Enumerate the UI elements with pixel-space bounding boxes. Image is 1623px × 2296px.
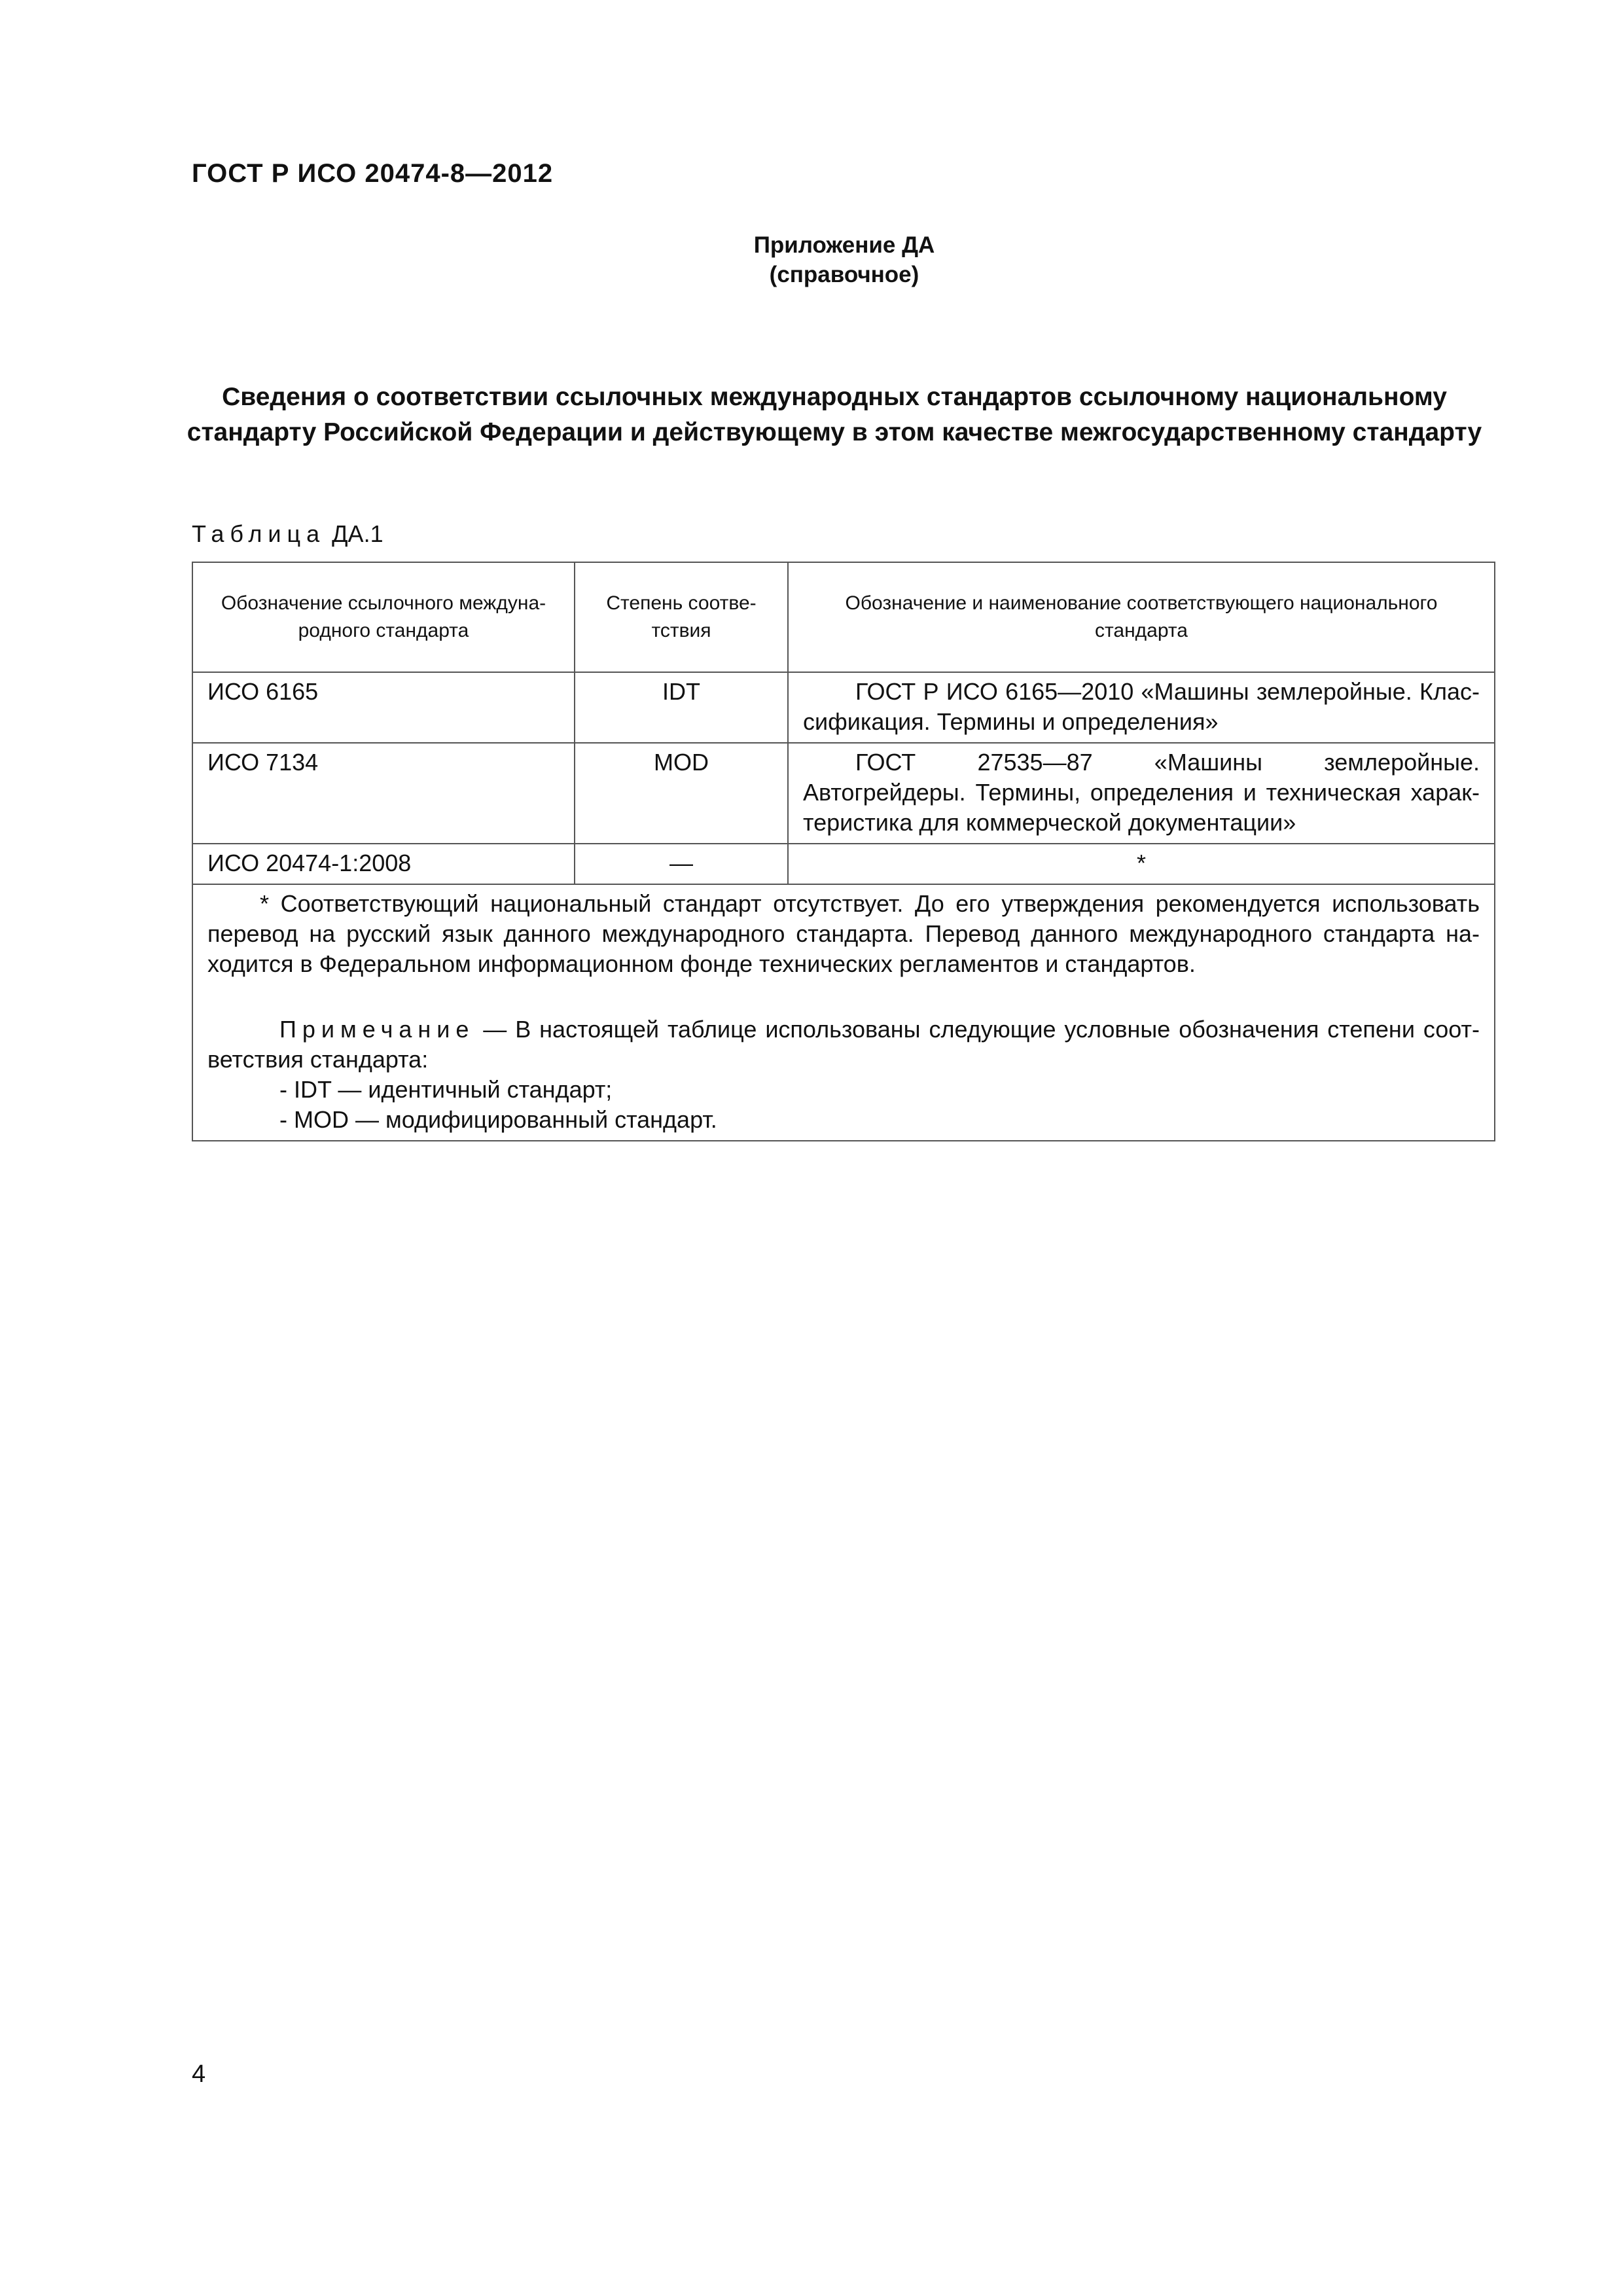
- cell-national: ГОСТ 27535—87 «Машины землеройные. Автогрейдеры. Термины, определения и техническая характеристика для коммерческой документации»: [788, 743, 1495, 844]
- cell-degree: IDT: [575, 672, 788, 743]
- cell-standard: ИСО 7134: [192, 743, 575, 844]
- table-caption: [192, 520, 383, 548]
- note-text: — В настоящей таблице использованы следующие условные обозначения степени соответствия стандарта:: [207, 1016, 1480, 1073]
- cell-national: *: [788, 844, 1495, 884]
- cell-degree: MOD: [575, 743, 788, 844]
- footnote-text: * Соответствующий национальный стандарт отсутствует. До его утверждения рекомендуется использовать перевод на русский язык данного международного стандарта. Перевод данного международного стандарта находится в Федеральном информационном фонде технических регламентов и стандартов.: [207, 890, 1480, 977]
- table-caption-label: Таблица: [192, 520, 326, 547]
- cell-national: ГОСТ Р ИСО 6165—2010 «Машины землеройные. Классификация. Термины и определения»: [788, 672, 1495, 743]
- cell-standard: ИСО 20474-1:2008: [192, 844, 575, 884]
- table-footnote-row: [192, 884, 1495, 1141]
- header-degree: Степень соответствия: [575, 562, 788, 672]
- footnote-cell: [192, 884, 1495, 1141]
- page-number: 4: [192, 2060, 206, 2088]
- cell-standard: ИСО 6165: [192, 672, 575, 743]
- annex-type: (справочное): [769, 262, 919, 287]
- main-title: Сведения о соответствии ссылочных международных стандартов ссылочному национальному стандарту Российской Федерации и действующему в этом качестве межгосударственному стандарту: [187, 383, 1482, 446]
- note-paragraph: [207, 1014, 1480, 1075]
- annex-title: Приложение ДА: [753, 232, 935, 258]
- header-national-standard: Обозначение и наименование соответствующего национального стандарта: [788, 562, 1495, 672]
- table-row: [192, 743, 1495, 844]
- reference-table: [192, 562, 1495, 1141]
- cell-degree: —: [575, 844, 788, 884]
- document-code: ГОСТ Р ИСО 20474-8—2012: [192, 159, 554, 188]
- table-caption-number: ДА.1: [332, 520, 383, 547]
- table-row: [192, 844, 1495, 884]
- table-header-row: [192, 562, 1495, 672]
- note-item-mod: - MOD — модифицированный стандарт.: [279, 1106, 717, 1133]
- note-label: Примечание: [279, 1016, 475, 1043]
- table-row: [192, 672, 1495, 743]
- note-item-idt: - IDT — идентичный стандарт;: [279, 1076, 613, 1103]
- header-international-standard: Обозначение ссылочного международного стандарта: [192, 562, 575, 672]
